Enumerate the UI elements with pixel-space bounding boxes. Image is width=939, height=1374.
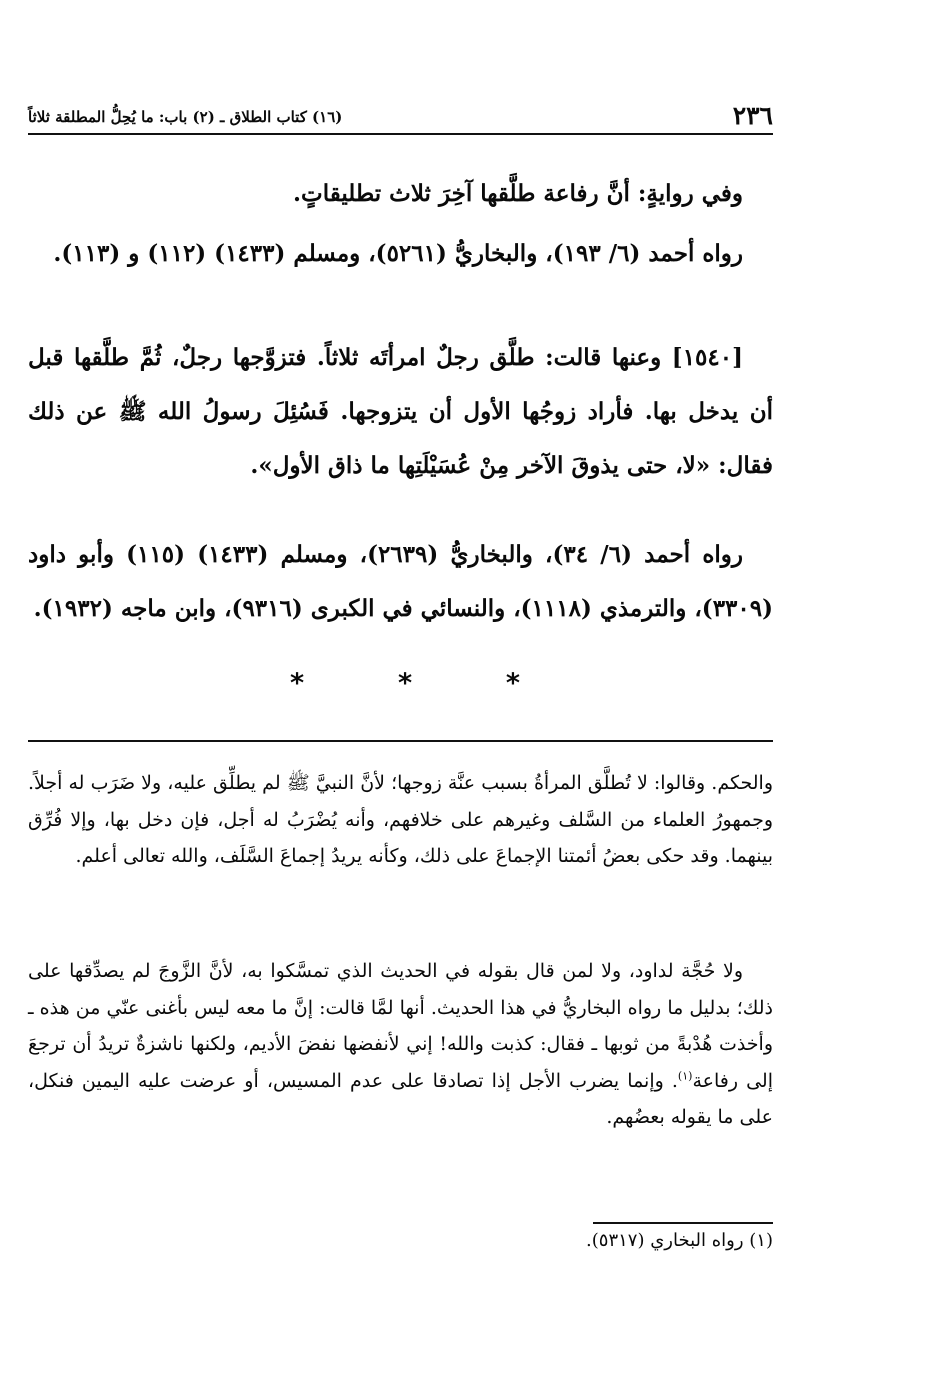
footnote-reference[interactable]: (١)	[677, 1069, 693, 1083]
takhrij-paragraph-2: رواه أحمد (٦/ ٣٤)، والبخاريُّ (٢٦٣٩)، ومسلم (١٤٣٣) (١١٥) وأبو داود (٣٣٠٩)، والترمذي (١١١٨)، والنسائي في الكبرى (٩٣١٦)، وابن ماجه (١٩٣٢).	[28, 541, 773, 622]
running-title: (١٦) كتاب الطلاق ـ (٢) باب: ما يُحِلُّ المطلقة ثلاثاً	[28, 108, 343, 126]
footnote-rule	[593, 1222, 773, 1224]
notes-paragraph-2-text-b: . وإنما يضرب الأجل إذا تصادقا على عدم المسيس، أو عرضت عليه اليمين فنكل، على ما يقوله بعضُهم.	[28, 1069, 773, 1128]
page-header	[28, 101, 773, 130]
notes-divider	[28, 740, 773, 742]
notes-paragraph-1: والحكم. وقالوا: لا تُطلَّق المرأةُ بسبب عنَّة زوجها؛ لأنَّ النبيَّ ﷺ لم يطلِّق عليه، ولا ضَرَب له أجلاً. وجمهورُ العلماء من السَّلف وغيرهم على خلافهم، وأنه يُضْرَبُ له أجل، فإن دخل بها، وإلا فُرِّق بينهما. وقد حكى بعضُ أئمتنا الإجماعَ على ذلك، وكأنه يريدُ إجماعَ السَّلَف، والله تعالى أعلم.	[28, 772, 773, 867]
page-number: ٢٣٦	[732, 101, 773, 130]
asterisk-1: *	[290, 668, 305, 699]
asterisk-3: *	[505, 668, 520, 699]
riwaya-paragraph: وفي روايةٍ: أنَّ رفاعة طلَّقها آخِرَ ثلاث تطليقاتٍ.	[293, 180, 743, 207]
footnote-text: (١) رواه البخاري (٥٣١٧).	[586, 1230, 773, 1251]
notes-paragraph-2	[28, 953, 773, 1136]
takhrij-paragraph-1: رواه أحمد (٦/ ١٩٣)، والبخاريُّ (٥٢٦١)، ومسلم (١٤٣٣) (١١٢) و (١١٣).	[53, 240, 743, 267]
hadith-1540-paragraph: [١٥٤٠] وعنها قالت: طلَّق رجلٌ امرأتَه ثلاثاً. فتزوَّجها رجلٌ، ثُمَّ طلَّقها قبل أن يدخل بها. فأراد زوجُها الأول أن يتزوجها. فَسُئِلَ رسولُ الله ﷺ عن ذلك فقال: «لا، حتى يذوقَ الآخر مِنْ عُسَيْلَتِها ما ذاق الأول».	[28, 344, 773, 479]
notes-paragraph-2-text-a: ولا حُجَّة لداود، ولا لمن قال بقوله في الحديث الذي تمسَّكوا به، لأنَّ الزَّوجَ لم يصدِّقها على ذلك؛ بدليل ما رواه البخاريُّ في هذا الحديث. أنها لمَّا قالت: إنَّ ما معه ليس بأغنى عنّي من هذه ـ وأخذت هُدْبةً من ثوبها ـ فقال: كذبت والله! إني لأنفضها نفضَ الأديم، ولكنها ناشزةٌ تريدُ أن ترجعَ إلى رفاعة	[28, 960, 773, 1092]
section-separator	[290, 668, 520, 699]
asterisk-2: *	[397, 668, 413, 699]
header-rule	[28, 133, 773, 135]
